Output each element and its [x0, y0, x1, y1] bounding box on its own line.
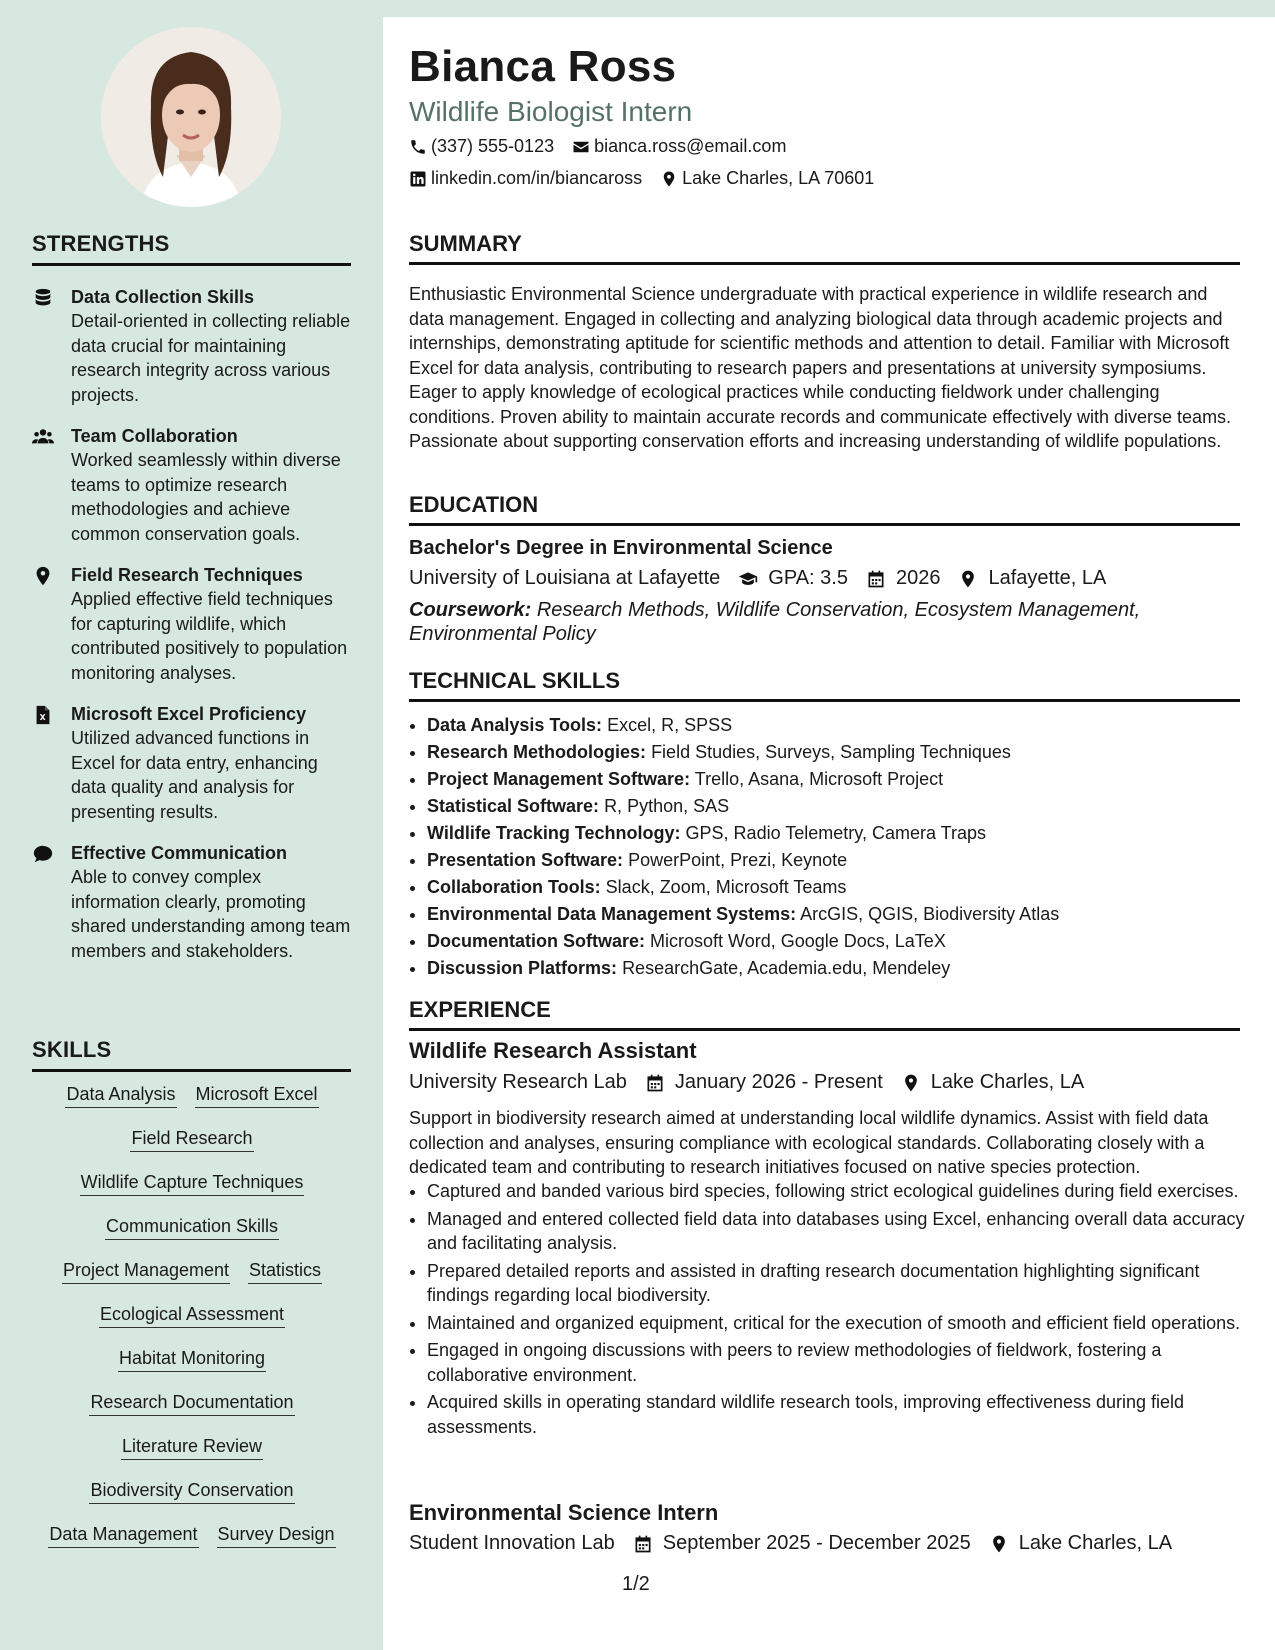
- skill-tag: Survey Design: [217, 1523, 336, 1548]
- list-item: [427, 874, 1257, 901]
- job-dates: September 2025 - December 2025: [662, 1532, 971, 1554]
- job-meta: [409, 1532, 1190, 1555]
- experience-heading: EXPERIENCE: [409, 997, 1240, 1031]
- tech-label: Collaboration Tools:: [427, 877, 601, 897]
- location-text: Lake Charles, LA 70601: [682, 168, 875, 188]
- job-dates: January 2026 - Present: [674, 1071, 883, 1093]
- page-number: 1/2: [622, 1573, 650, 1595]
- tech-value: Trello, Asana, Microsoft Project: [694, 769, 944, 789]
- candidate-name: Bianca Ross: [409, 42, 677, 91]
- skill-tag: Communication Skills: [105, 1215, 279, 1240]
- strength-title: Field Research Techniques: [71, 565, 303, 585]
- coursework: [409, 598, 1239, 646]
- job-location: Lake Charles, LA: [1018, 1532, 1173, 1554]
- tech-label: Wildlife Tracking Technology:: [427, 823, 681, 843]
- list-item: • Engaged in ongoing discussions with peers to review methodologies of fieldwork, fostering a collaborative environment.: [427, 1338, 1249, 1387]
- strengths-heading: STRENGTHS: [32, 231, 351, 266]
- calendar-icon: [645, 1073, 665, 1093]
- strength-item: [32, 841, 352, 963]
- calendar-icon: [633, 1534, 653, 1554]
- strength-title: Team Collaboration: [71, 426, 238, 446]
- tech-label: Statistical Software:: [427, 796, 600, 816]
- year-text: 2026: [895, 567, 941, 589]
- job-location: Lake Charles, LA: [930, 1071, 1085, 1093]
- list-item: [427, 712, 1257, 739]
- list-item: [427, 793, 1257, 820]
- skill-tag: Data Management: [48, 1523, 198, 1548]
- edu-location-item: [958, 567, 1106, 590]
- calendar-icon: [866, 569, 886, 589]
- contact-line-2: [409, 168, 892, 189]
- job-company: University Research Lab: [409, 1071, 627, 1093]
- school-name: University of Louisiana at Lafayette: [409, 567, 721, 589]
- strength-desc: Able to convey complex information clearly, promoting shared understanding among team members and stakeholders.: [71, 867, 351, 961]
- list-item: • Maintained and organized equipment, critical for the execution of smooth and efficient field operations.: [427, 1311, 1249, 1336]
- email-text[interactable]: bianca.ross@email.com: [594, 136, 787, 156]
- speech-bubble-icon: [32, 843, 54, 865]
- excel-file-icon: [32, 704, 54, 726]
- strength-desc: Utilized advanced functions in Excel for data entry, enhancing data quality and analysis for presenting results.: [71, 728, 318, 822]
- skill-tag: Literature Review: [121, 1435, 263, 1460]
- skill-tag: Ecological Assessment: [99, 1303, 285, 1328]
- skill-tag: Habitat Monitoring: [118, 1347, 266, 1372]
- linkedin-contact[interactable]: [409, 168, 642, 189]
- skill-tag: Biodiversity Conservation: [89, 1479, 294, 1504]
- education-degree: Bachelor's Degree in Environmental Science: [409, 537, 833, 559]
- list-item: [427, 928, 1257, 955]
- education-heading: EDUCATION: [409, 492, 1240, 526]
- list-item: [427, 955, 1257, 982]
- location-contact: [660, 168, 874, 189]
- summary-heading: SUMMARY: [409, 231, 1240, 265]
- technical-skills-list: [409, 712, 1257, 982]
- summary-text: Enthusiastic Environmental Science undergraduate with practical experience in wildlife research and data management. Engaged in collecting and analyzing biological data through academic projects and internships, demonstrating aptitude for scientific methods and attention to detail. Familiar with Microsoft Excel for data analysis, contributing to research papers and presentations at university symposiums. Eager to apply knowledge of ecological practices while conducting fieldwork under challenging conditions. Proven ability to maintain accurate records and communicate effectively with diverse teams. Passionate about supporting conservation efforts and increasing understanding of wildlife populations.: [409, 284, 1232, 451]
- map-pin-icon: [660, 170, 678, 188]
- email-contact[interactable]: [572, 136, 786, 157]
- users-icon: [32, 426, 54, 448]
- education-meta: [409, 567, 1124, 590]
- tech-label: Discussion Platforms:: [427, 958, 618, 978]
- tech-value: ResearchGate, Academia.edu, Mendeley: [622, 958, 951, 978]
- list-item: [427, 820, 1257, 847]
- strength-title: Data Collection Skills: [71, 287, 255, 307]
- linkedin-icon: [409, 170, 427, 188]
- database-icon: [32, 287, 54, 309]
- job-bullets: [409, 1179, 1249, 1442]
- list-item: [427, 901, 1257, 928]
- candidate-role: Wildlife Biologist Intern: [409, 96, 693, 127]
- envelope-icon: [572, 138, 590, 156]
- strength-desc: Worked seamlessly within diverse teams to optimize research methodologies and achieve common conservation goals.: [71, 450, 341, 544]
- tech-label: Research Methodologies:: [427, 742, 647, 762]
- tech-value: Microsoft Word, Google Docs, LaTeX: [650, 931, 946, 951]
- tech-value: GPS, Radio Telemetry, Camera Traps: [685, 823, 986, 843]
- header-band: [383, 0, 1275, 17]
- linkedin-text[interactable]: linkedin.com/in/biancaross: [431, 168, 643, 188]
- tech-label: Presentation Software:: [427, 850, 624, 870]
- job-company: Student Innovation Lab: [409, 1532, 615, 1554]
- tech-value: R, Python, SAS: [604, 796, 730, 816]
- skill-tag: Wildlife Capture Techniques: [80, 1171, 305, 1196]
- skills-list: [32, 1083, 352, 1548]
- list-item: [427, 847, 1257, 874]
- coursework-text: Research Methods, Wildlife Conservation, Ecosystem Management, Environmental Policy: [409, 599, 1141, 645]
- skills-heading: SKILLS: [32, 1037, 351, 1072]
- tech-label: Environmental Data Management Systems:: [427, 904, 797, 924]
- tech-value: ArcGIS, QGIS, Biodiversity Atlas: [800, 904, 1060, 924]
- tech-label: Project Management Software:: [427, 769, 691, 789]
- strength-title: Microsoft Excel Proficiency: [71, 704, 307, 724]
- tech-value: Slack, Zoom, Microsoft Teams: [605, 877, 847, 897]
- job-meta: [409, 1071, 1102, 1094]
- job-description: Support in biodiversity research aimed at understanding local wildlife dynamics. Assist with field data collection and analyses, ensuring compliance with ecological standards. Collaborating closely with a dedicated team and contributing to research initiatives focused on native species protection.: [409, 1108, 1209, 1177]
- edu-location-text: Lafayette, LA: [988, 567, 1107, 589]
- strength-item: [32, 424, 352, 546]
- gpa-text: GPA: 3.5: [768, 567, 848, 589]
- graduation-cap-icon: [738, 569, 758, 589]
- strength-item: [32, 285, 352, 407]
- map-pin-icon: [989, 1534, 1009, 1554]
- contact-line-1: [409, 136, 804, 157]
- skill-tag: Field Research: [130, 1127, 253, 1152]
- map-pin-icon: [901, 1073, 921, 1093]
- list-item: • Prepared detailed reports and assisted in drafting research documentation highlighting significant findings regarding local biodiversity.: [427, 1259, 1249, 1308]
- list-item: [427, 766, 1257, 793]
- list-item: • Acquired skills in operating standard wildlife research tools, improving effectiveness during field assessments.: [427, 1390, 1249, 1439]
- coursework-label: Coursework:: [409, 599, 532, 621]
- list-item: • Managed and entered collected field data into databases using Excel, enhancing overall data accuracy and facilitating analysis.: [427, 1207, 1249, 1256]
- strength-desc: Applied effective field techniques for capturing wildlife, which contributed positively to population monitoring analyses.: [71, 589, 348, 683]
- job-dates-item: [645, 1071, 883, 1094]
- phone-contact: [409, 136, 554, 157]
- job-title: Wildlife Research Assistant: [409, 1038, 697, 1063]
- tech-value: PowerPoint, Prezi, Keynote: [628, 850, 848, 870]
- skill-tag: Microsoft Excel: [195, 1083, 319, 1108]
- strength-title: Effective Communication: [71, 843, 288, 863]
- year-item: [866, 567, 941, 590]
- strengths-list: [32, 285, 352, 980]
- skill-tag: Project Management: [62, 1259, 230, 1284]
- job-title: Environmental Science Intern: [409, 1500, 719, 1525]
- job-dates-item: [633, 1532, 971, 1555]
- tech-value: Field Studies, Surveys, Sampling Techniques: [651, 742, 1011, 762]
- tech-label: Documentation Software:: [427, 931, 646, 951]
- skill-tag: Statistics: [248, 1259, 322, 1284]
- gpa-item: [738, 567, 848, 590]
- skill-tag: Data Analysis: [65, 1083, 176, 1108]
- profile-photo: [101, 27, 281, 207]
- phone-text: (337) 555-0123: [431, 136, 555, 156]
- technical-skills-heading: TECHNICAL SKILLS: [409, 668, 1240, 702]
- phone-icon: [409, 138, 427, 156]
- tech-label: Data Analysis Tools:: [427, 715, 603, 735]
- strength-desc: Detail-oriented in collecting reliable data crucial for maintaining research integrity across various projects.: [71, 311, 351, 405]
- job-location-item: [901, 1071, 1084, 1094]
- map-pin-icon: [958, 569, 978, 589]
- map-pin-icon: [32, 565, 54, 587]
- job-location-item: [989, 1532, 1172, 1555]
- tech-value: Excel, R, SPSS: [607, 715, 733, 735]
- strength-item: [32, 702, 352, 824]
- strength-item: [32, 563, 352, 685]
- list-item: [427, 739, 1257, 766]
- list-item: • Captured and banded various bird species, following strict ecological guidelines during field exercises.: [427, 1179, 1249, 1204]
- skill-tag: Research Documentation: [89, 1391, 294, 1416]
